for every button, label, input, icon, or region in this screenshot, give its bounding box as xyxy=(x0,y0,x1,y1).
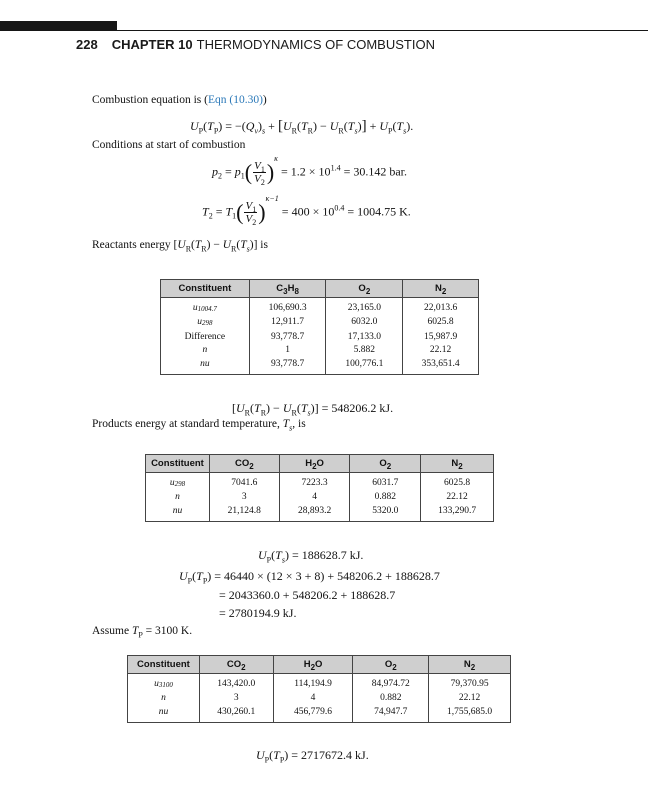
column-header: $N_2$ xyxy=(421,455,494,473)
table-row: nu 93,778.7 100,776.1 353,651.4 xyxy=(161,358,479,375)
column-header: $N_2$ xyxy=(429,656,511,674)
table-row: Difference 93,778.7 17,133.0 15,987.9 xyxy=(161,331,479,344)
table-row: u1004.7 106,690.3 23,165.0 22,013.6 xyxy=(161,298,479,317)
column-header: $CO_2$ xyxy=(209,455,279,473)
column-header: $CO_2$ xyxy=(199,656,273,674)
chapter-title: THERMODYNAMICS OF COMBUSTION xyxy=(196,37,435,52)
products-3100-table xyxy=(127,655,511,723)
products-std-table xyxy=(145,454,494,522)
column-header: Constituent xyxy=(128,656,200,674)
column-header: Constituent xyxy=(161,280,250,298)
column-header: $H_2O$ xyxy=(273,656,353,674)
column-header: $H_2O$ xyxy=(279,455,350,473)
intro-line: Combustion equation is (Eqn (10.30)) xyxy=(92,94,267,106)
table-row: u298 7041.6 7223.3 6031.7 6025.8 xyxy=(146,473,494,492)
column-header: $O_2$ xyxy=(353,656,429,674)
reactants-table xyxy=(160,279,479,375)
up-tp-line-2: = 2043360.0 + 548206.2 + 188628.7 xyxy=(219,588,396,602)
table-row: nu 430,260.1 456,779.6 74,947.7 1,755,685.0 xyxy=(128,706,511,723)
chapter-label: CHAPTER 10 xyxy=(111,37,193,52)
conditions-text: Conditions at start of combustion xyxy=(92,139,246,151)
final-result: $U_P(T_P) = 2717672.4$ kJ. xyxy=(256,748,369,765)
reactants-result: $[U_R(T_R) - U_R(T_s)] = 548206.2$ kJ. xyxy=(232,401,394,418)
running-header xyxy=(76,37,435,52)
table-row: n 3 4 0.882 22.12 xyxy=(146,491,494,504)
up-ts-equation: $U_P(T_s) = 188628.7$ kJ. xyxy=(258,548,364,565)
table-row: n 1 5.882 22.12 xyxy=(161,344,479,357)
column-header: $O_2$ xyxy=(350,455,421,473)
p2-equation: $p_2 = p_1$( $\frac{V_1}{V_2}$ )$^\kappa = 1.2 \times 10^{1.4} = 30.142$ bar. xyxy=(212,154,407,188)
equation-link[interactable]: Eqn (10.30) xyxy=(207,94,263,106)
combustion-equation: $U_P(T_P) = -(Q_v)_s + [U_R(T_R) - U_R(T_s)] + U_P(T_s)$. xyxy=(190,118,414,136)
up-tp-equation: $U_P(T_P) = 46440 \times (12 \times 3 + 8) + 548206.2 + 188628.7$ xyxy=(179,569,440,586)
products-intro: Products energy at standard temperature, $T_s$, is xyxy=(92,418,306,433)
table-row: u298 12,911.7 6032.0 6025.8 xyxy=(161,316,479,330)
table-row: nu 21,124.8 28,893.2 5320.0 133,290.7 xyxy=(146,505,494,522)
column-header: $O_2$ xyxy=(326,280,403,298)
page-number: 228 xyxy=(76,37,98,52)
table-row: n 3 4 0.882 22.12 xyxy=(128,692,511,705)
up-tp-line-3: = 2780194.9 kJ. xyxy=(219,606,297,620)
column-header: $N_2$ xyxy=(403,280,479,298)
t2-equation: $T_2 = T_1$( $\frac{V_1}{V_2}$ )$^{\kappa-1} = 400 \times 10^{0.4} = 1004.75$ K. xyxy=(202,194,411,228)
column-header: $C_3H_8$ xyxy=(249,280,326,298)
table-row: u3100 143,420.0 114,194.9 84,974.72 79,370.95 xyxy=(128,674,511,693)
assume-text: Assume $T_P = 3100$ K. xyxy=(92,625,193,640)
column-header: Constituent xyxy=(146,455,210,473)
header-rule xyxy=(117,30,648,31)
reactants-intro: Reactants energy $[U_R(T_R) - U_R(T_s)]$ is xyxy=(92,239,268,254)
header-bar xyxy=(0,21,117,31)
